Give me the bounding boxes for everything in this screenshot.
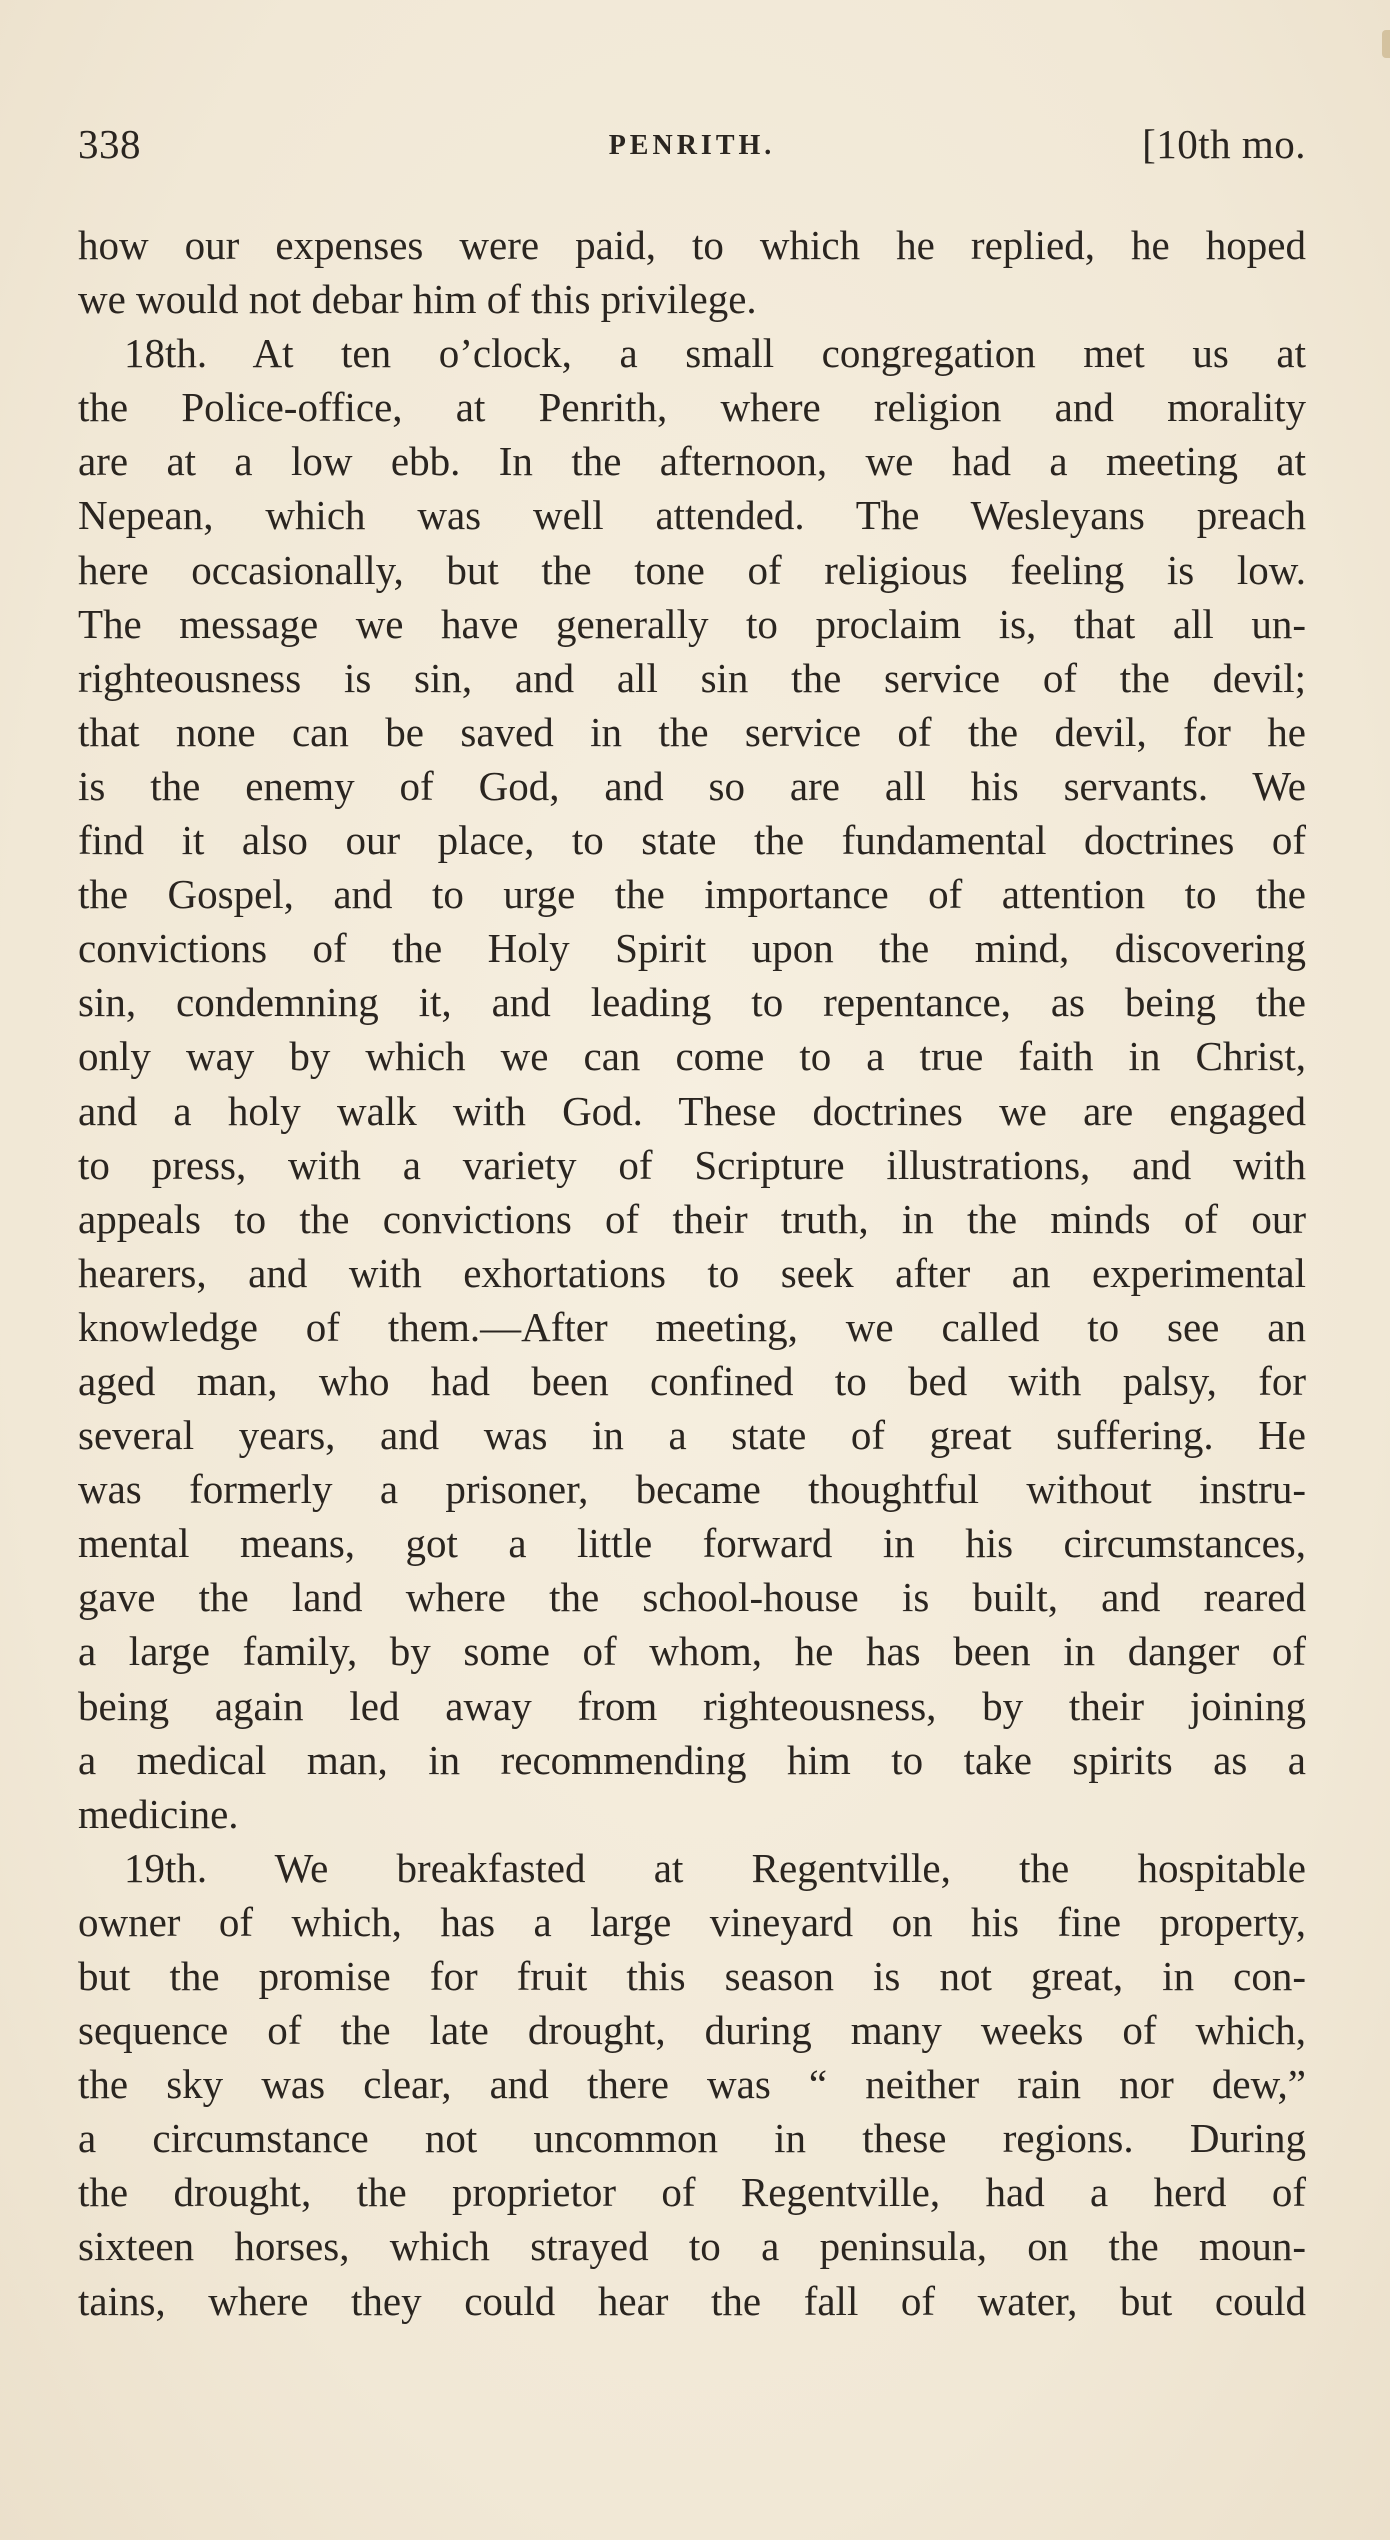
paragraph-start-line: 18th. At ten o’clock, a small congregation met us at bbox=[124, 330, 1306, 377]
text-line: appeals to the convictions of their truth, in the minds of our bbox=[78, 1195, 1306, 1242]
text-line: was formerly a prisoner, became thoughtful without instru- bbox=[78, 1466, 1306, 1513]
text-line: hearers, and with exhortations to seek after an experimental bbox=[78, 1249, 1306, 1296]
body-text bbox=[78, 218, 1306, 2328]
text-line: sixteen horses, which strayed to a peninsula, on the moun- bbox=[78, 2223, 1306, 2270]
text-line: the Police-office, at Penrith, where religion and morality bbox=[78, 384, 1306, 431]
text-line: tains, where they could hear the fall of water, but could bbox=[78, 2277, 1306, 2324]
text-line: how our expenses were paid, to which he replied, he hoped bbox=[78, 222, 1306, 268]
text-line: a circumstance not uncommon in these regions. During bbox=[78, 2115, 1306, 2162]
date-marker: [10th mo. bbox=[1142, 121, 1306, 167]
text-line: medicine. bbox=[78, 1790, 239, 1837]
text-line: here occasionally, but the tone of religious feeling is low. bbox=[78, 546, 1306, 593]
text-line: only way by which we can come to a true faith in Christ, bbox=[78, 1033, 1306, 1080]
text-line: a large family, by some of whom, he has been in danger of bbox=[78, 1628, 1306, 1675]
text-line: aged man, who had been confined to bed with palsy, for bbox=[78, 1357, 1306, 1404]
text-line: find it also our place, to state the fundamental doctrines of bbox=[78, 817, 1306, 864]
text-line: Nepean, which was well attended. The Wesleyans preach bbox=[78, 492, 1306, 539]
text-line: several years, and was in a state of great suffering. He bbox=[78, 1412, 1306, 1459]
text-line: the sky was clear, and there was “ neither rain nor dew,” bbox=[78, 2061, 1306, 2108]
text-line: to press, with a variety of Scripture illustrations, and with bbox=[78, 1141, 1306, 1188]
text-line: The message we have generally to proclaim is, that all un- bbox=[78, 600, 1306, 647]
page-header bbox=[78, 120, 1306, 180]
text-line: knowledge of them.—After meeting, we called to see an bbox=[78, 1303, 1306, 1350]
running-title: PENRITH. bbox=[608, 130, 776, 161]
text-line: is the enemy of God, and so are all his servants. We bbox=[78, 762, 1306, 809]
text-line: mental means, got a little forward in his circumstances, bbox=[78, 1520, 1306, 1567]
text-line: the Gospel, and to urge the importance of attention to the bbox=[78, 871, 1306, 918]
text-line: the drought, the proprietor of Regentville, had a herd of bbox=[78, 2169, 1306, 2216]
text-line: owner of which, has a large vineyard on his fine property, bbox=[78, 1898, 1306, 1945]
page-number: 338 bbox=[78, 121, 141, 167]
text-line: are at a low ebb. In the afternoon, we had a meeting at bbox=[78, 438, 1306, 485]
text-line: and a holy walk with God. These doctrines we are engaged bbox=[78, 1087, 1306, 1134]
page-edge-mark bbox=[1382, 30, 1390, 58]
text-line: sequence of the late drought, during many weeks of which, bbox=[78, 2007, 1306, 2054]
text-line: righteousness is sin, and all sin the service of the devil; bbox=[78, 654, 1306, 701]
text-line: being again led away from righteousness, by their joining bbox=[78, 1682, 1306, 1729]
text-line: a medical man, in recommending him to take spirits as a bbox=[78, 1736, 1306, 1783]
text-line: but the promise for fruit this season is not great, in con- bbox=[78, 1953, 1306, 1999]
text-line: sin, condemning it, and leading to repentance, as being the bbox=[78, 979, 1306, 1026]
text-line: that none can be saved in the service of the devil, for he bbox=[78, 708, 1306, 755]
paragraph-start-line: 19th. We breakfasted at Regentville, the hospitable bbox=[124, 1844, 1306, 1891]
text-line: convictions of the Holy Spirit upon the mind, discovering bbox=[78, 925, 1306, 972]
text-line: we would not debar him of this privilege. bbox=[78, 276, 757, 323]
text-line: gave the land where the school-house is built, and reared bbox=[78, 1574, 1306, 1621]
